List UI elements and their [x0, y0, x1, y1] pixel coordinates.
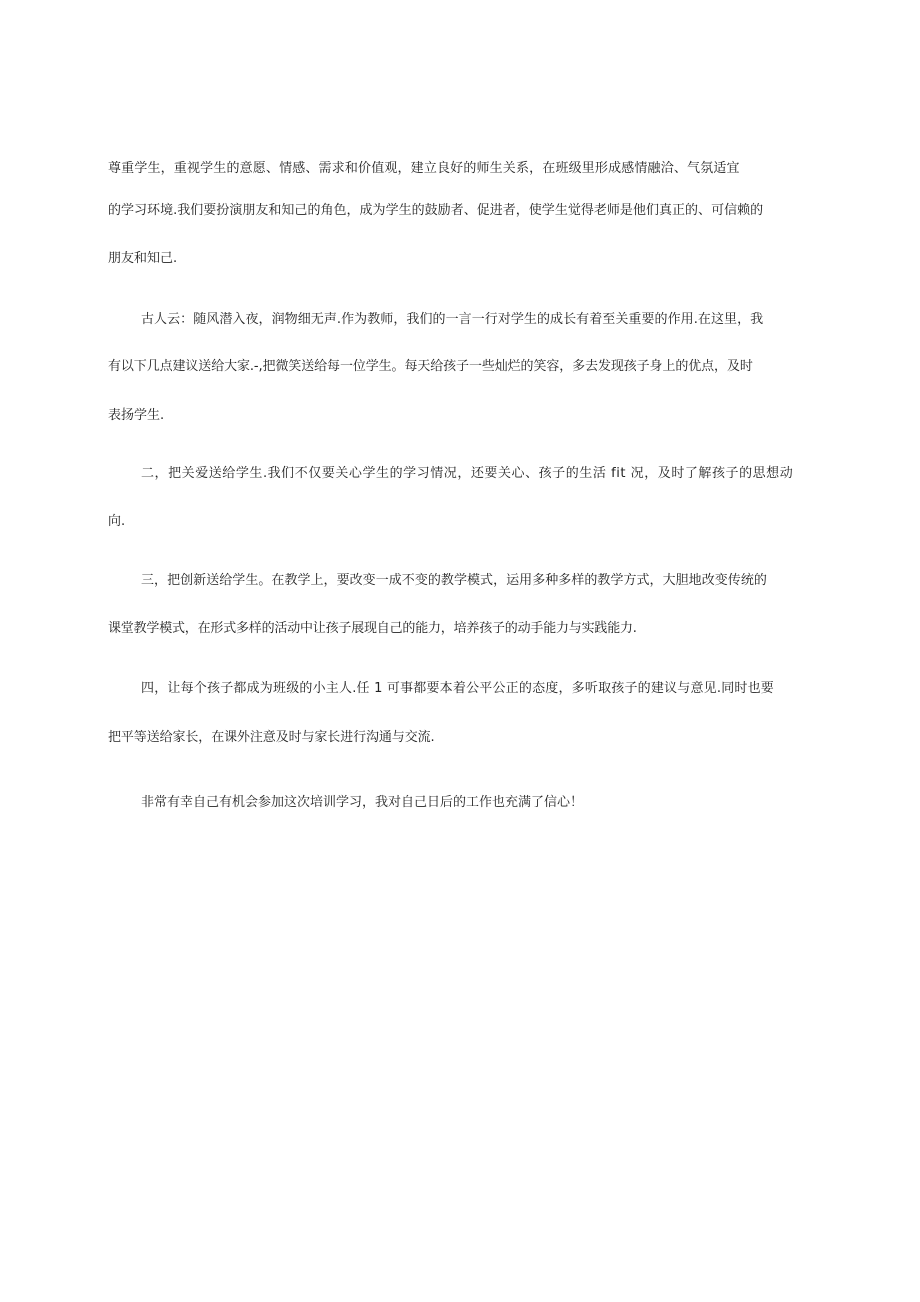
paragraph-1-line-2: 的学习环境.我们要扮演朋友和知己的角色，成为学生的鼓励者、促进者，使学生觉得老师是他们真正的、可信赖的: [108, 203, 764, 218]
paragraph-5-line-1: 四，让每个孩子都成为班级的小主人.任 1 可事都要本着公平公正的态度，多听取孩子的建议与意见.同时也要: [141, 681, 775, 696]
paragraph-1-line-1: 尊重学生，重视学生的意愿、情感、需求和价值观，建立良好的师生关系，在班级里形成感情融洽、气氛适宜: [108, 161, 740, 176]
paragraph-2-line-3: 表扬学生.: [108, 408, 165, 423]
paragraph-1-line-3: 朋友和知己.: [108, 251, 178, 266]
paragraph-3-line-2: 向.: [108, 514, 126, 529]
paragraph-3-line-1: 二，把关爱送给学生.我们不仅要关心学生的学习情况，还要关心、孩子的生活 fit 况，及时了解孩子的思想动: [141, 466, 794, 481]
paragraph-4-line-1: 三，把创新送给学生。在教学上，要改变一成不变的教学模式，运用多种多样的教学方式，大胆地改变传统的: [141, 573, 767, 588]
paragraph-2-line-1: 古人云：随风潜入夜，润物细无声.作为教师，我们的一言一行对学生的成长有着至关重要的作用.在这里，我: [141, 312, 764, 327]
paragraph-2-line-2: 有以下几点建议送给大家.-,把微笑送给每一位学生。每天给孩子一些灿烂的笑容，多去发现孩子身上的优点，及时: [108, 359, 753, 374]
paragraph-5-line-2: 把平等送给家长，在课外注意及时与家长进行沟通与交流.: [108, 730, 435, 745]
paragraph-4-line-2: 课堂教学模式，在形式多样的活动中让孩子展现自己的能力，培养孩子的动手能力与实践能力.: [108, 621, 637, 636]
paragraph-6-line-1: 非常有幸自己有机会参加这次培训学习，我对自己日后的工作也充满了信心！: [141, 795, 584, 810]
